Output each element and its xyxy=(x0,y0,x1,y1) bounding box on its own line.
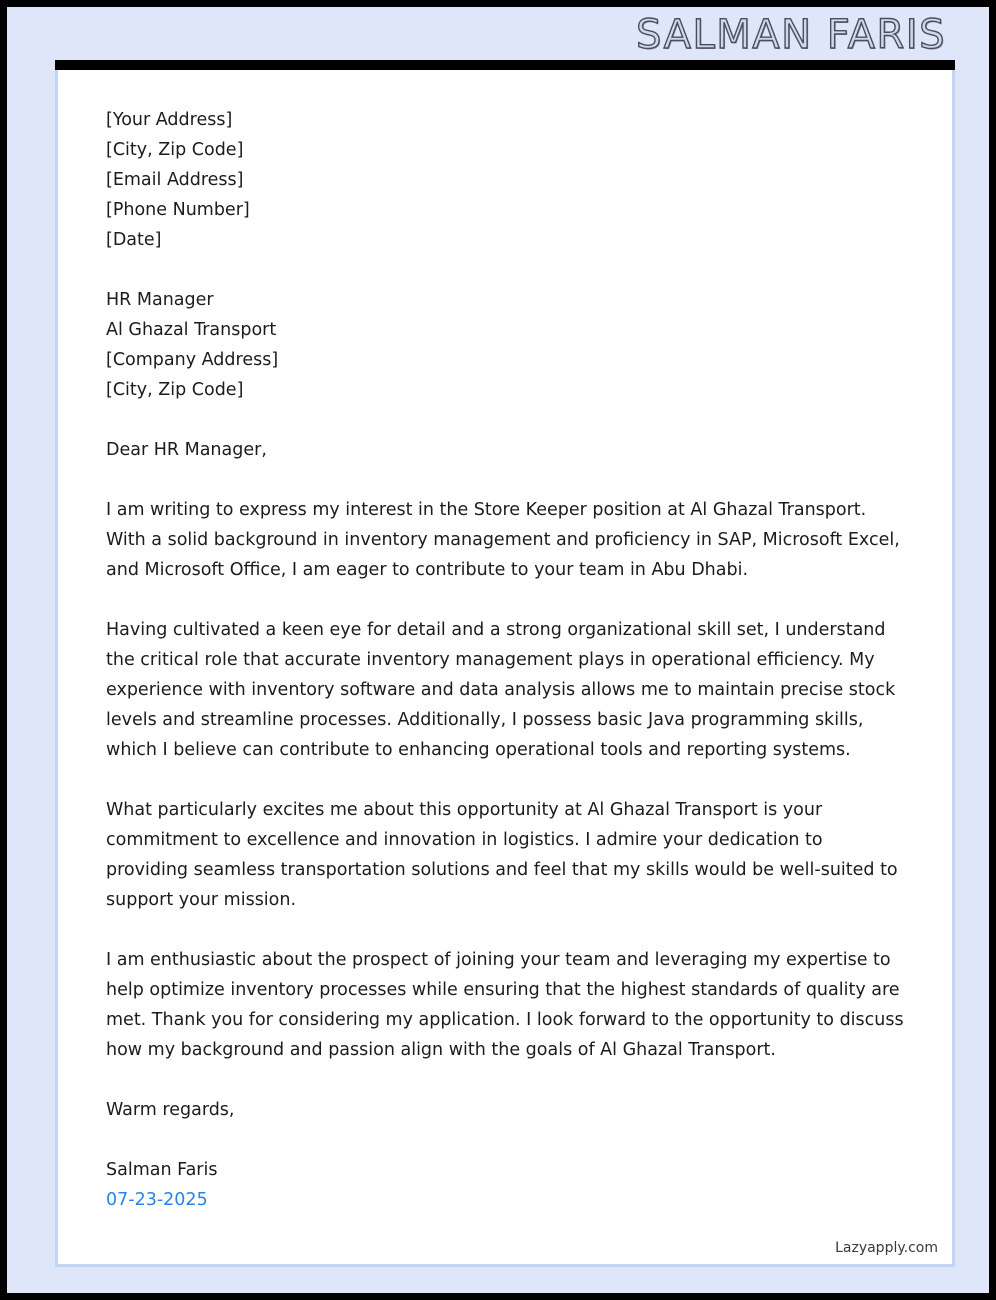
body-paragraph: I am writing to express my interest in the Store Keeper position at Al Ghazal Transport. With a solid background in inventory management and proficiency in SAP, Microsoft Excel, and Microsoft Office, I am eager to contribute to your team in Abu Dhabi. xyxy=(106,500,900,580)
sender-address-line: [Your Address] xyxy=(106,110,233,130)
sender-address-line: [City, Zip Code] xyxy=(106,140,244,160)
letterhead-band xyxy=(14,14,996,60)
sender-address-block xyxy=(106,105,922,255)
body-paragraph-block xyxy=(106,945,922,1065)
recipient-address-line: [Company Address] xyxy=(106,350,279,370)
recipient-address-line: [City, Zip Code] xyxy=(106,380,244,400)
letterhead-candidate-name: SALMAN FARIS xyxy=(636,12,946,58)
body-paragraph: I am enthusiastic about the prospect of joining your team and leveraging my expertise to help optimize inventory processes while ensuring that the highest standards of quality are met. Thank you for considering my application. I look forward to the opportunity to discuss how my background and passion align with the goals of Al Ghazal Transport. xyxy=(106,950,904,1060)
recipient-address-block xyxy=(106,285,922,405)
signature-date: 07-23-2025 xyxy=(106,1190,208,1210)
signature-name: Salman Faris xyxy=(106,1160,218,1180)
letterhead-divider-rule xyxy=(55,60,955,70)
body-paragraph: What particularly excites me about this opportunity at Al Ghazal Transport is your commitment to excellence and innovation in logistics. I admire your dedication to providing seamless transportation solutions and feel that my skills would be well-suited to support your mission. xyxy=(106,800,898,910)
letter-content xyxy=(106,105,922,1215)
footer-watermark: Lazyapply.com xyxy=(835,1240,938,1256)
body-paragraph: Having cultivated a keen eye for detail and a strong organizational skill set, I understand the critical role that accurate inventory management plays in operational efficiency. My experience with inventory software and data analysis allows me to maintain precise stock levels and streamline processes. Additionally, I possess basic Java programming skills, which I believe can contribute to enhancing operational tools and reporting systems. xyxy=(106,620,896,760)
body-paragraph-block xyxy=(106,795,922,915)
sender-address-line: [Phone Number] xyxy=(106,200,250,220)
body-paragraph-block xyxy=(106,495,922,585)
recipient-address-line: Al Ghazal Transport xyxy=(106,320,277,340)
closing-block xyxy=(106,1095,922,1125)
salutation-block xyxy=(106,435,922,465)
closing-text: Warm regards, xyxy=(106,1100,235,1120)
recipient-address-line: HR Manager xyxy=(106,290,214,310)
sender-address-line: [Date] xyxy=(106,230,162,250)
body-paragraph-block xyxy=(106,615,922,765)
sender-address-line: [Email Address] xyxy=(106,170,244,190)
signature-block xyxy=(106,1155,922,1215)
letter-sheet xyxy=(55,70,955,1267)
salutation-text: Dear HR Manager, xyxy=(106,440,267,460)
